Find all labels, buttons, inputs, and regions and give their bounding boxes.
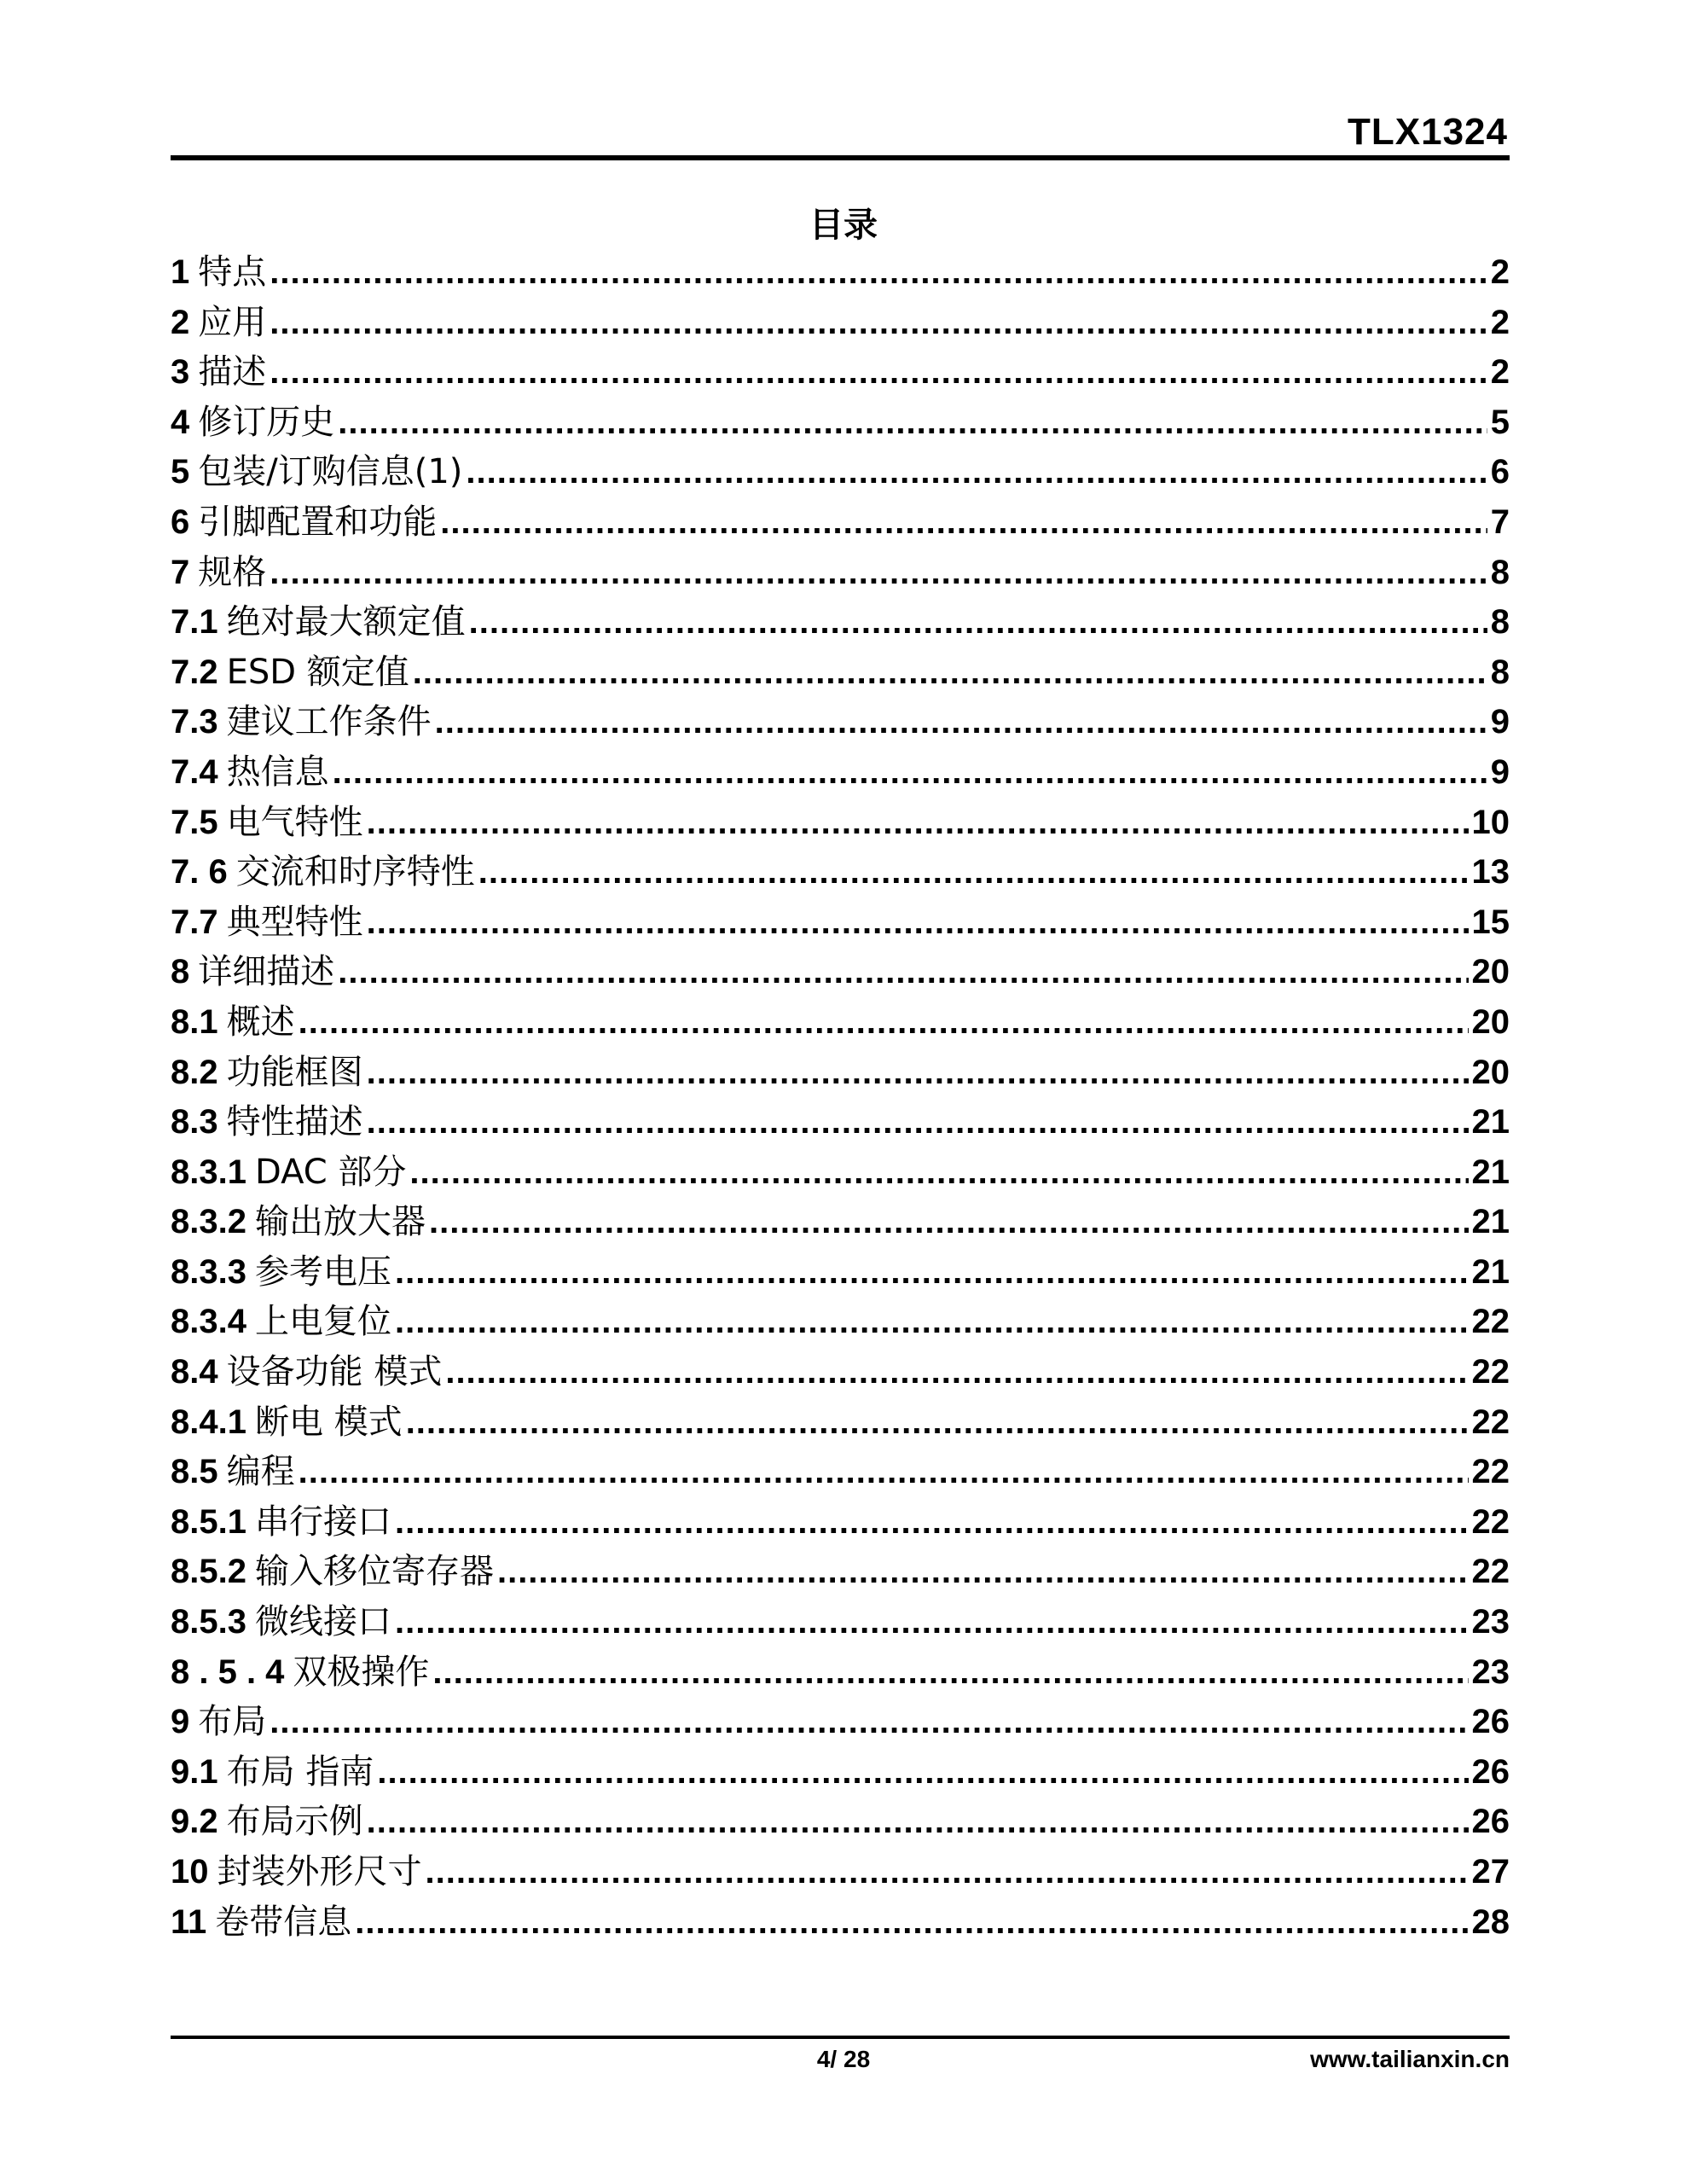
toc-entry-title: 特点 — [198, 253, 267, 292]
toc-entry-page: 22 — [1471, 1403, 1510, 1441]
toc-entry[interactable] — [171, 847, 1510, 897]
toc-entry-page: 2 — [1490, 253, 1510, 291]
toc-entry-title: 交流和时序特性 — [235, 852, 475, 892]
toc-dot-leader — [338, 398, 1487, 447]
toc-entry-number: 8.2 — [171, 1053, 218, 1091]
toc-entry[interactable] — [171, 1497, 1510, 1548]
toc-entry-title: 封装外形尺寸 — [217, 1852, 422, 1891]
toc-entry-number: 6 — [171, 502, 190, 541]
toc-entry-page: 15 — [1471, 903, 1510, 941]
toc-entry-number: 8.3.2 — [171, 1203, 246, 1241]
toc-entry-page: 22 — [1471, 1502, 1510, 1541]
toc-entry-title: 绝对最大额定值 — [226, 602, 466, 642]
toc-entry-page: 21 — [1471, 1103, 1510, 1141]
document-id: TLX1324 — [1348, 111, 1508, 153]
toc-entry[interactable] — [171, 1547, 1510, 1597]
toc-entry-title: 引脚配置和功能 — [198, 502, 438, 542]
toc-entry[interactable] — [171, 1447, 1510, 1497]
toc-entry-title: 电气特性 — [226, 802, 363, 842]
toc-dot-leader — [395, 1497, 1469, 1547]
toc-entry-title: 热信息 — [226, 752, 329, 792]
toc-dot-leader — [299, 1447, 1469, 1496]
toc-entry-page: 13 — [1471, 853, 1510, 892]
toc-entry-title: 详细描述 — [198, 952, 335, 992]
toc-entry-number: 8.4.1 — [171, 1403, 246, 1441]
toc-entry-number: 9 — [171, 1703, 190, 1741]
toc-dot-leader — [445, 1347, 1468, 1397]
footer-divider — [171, 2036, 1510, 2039]
toc-entry-number: 7.4 — [171, 752, 218, 791]
toc-entry-page: 20 — [1471, 1053, 1510, 1091]
toc-dot-leader — [367, 1097, 1469, 1147]
toc-entry[interactable] — [171, 1197, 1510, 1247]
toc-entry-page: 22 — [1471, 1453, 1510, 1491]
toc-dot-leader — [432, 1647, 1468, 1697]
toc-entry-title: 修订历史 — [198, 402, 335, 442]
toc-entry-page: 21 — [1471, 1203, 1510, 1241]
toc-dot-leader — [367, 1048, 1469, 1097]
toc-entry-title: 布局 — [198, 1702, 267, 1742]
toc-entry[interactable] — [171, 798, 1510, 848]
toc-entry-page: 8 — [1490, 553, 1510, 591]
toc-entry-title: 双极操作 — [293, 1652, 430, 1692]
toc-dot-leader — [299, 997, 1469, 1047]
toc-entry-number: 8.3.3 — [171, 1252, 246, 1291]
toc-entry-number: 1 — [171, 253, 190, 291]
toc-entry-number: 8.1 — [171, 1002, 218, 1041]
toc-entry[interactable] — [171, 1647, 1510, 1698]
toc-entry[interactable] — [171, 548, 1510, 598]
toc-entry-page: 23 — [1471, 1653, 1510, 1691]
toc-dot-leader — [333, 747, 1487, 797]
toc-entry-title: 特性描述 — [226, 1102, 363, 1142]
toc-entry[interactable] — [171, 947, 1510, 997]
toc-entry-title: 微线接口 — [254, 1602, 391, 1642]
toc-entry-title: 建议工作条件 — [226, 702, 432, 742]
toc-entry-page: 2 — [1490, 303, 1510, 341]
toc-entry[interactable] — [171, 247, 1510, 298]
toc-entry-page: 22 — [1471, 1553, 1510, 1591]
table-of-contents — [171, 247, 1510, 1947]
toc-entry-number: 8.3 — [171, 1103, 218, 1141]
toc-entry[interactable] — [171, 398, 1510, 448]
toc-entry-page: 22 — [1471, 1353, 1510, 1391]
toc-dot-leader — [367, 897, 1469, 947]
toc-dot-leader — [478, 847, 1469, 897]
toc-dot-leader — [338, 947, 1468, 996]
toc-entry-title: 典型特性 — [226, 902, 363, 942]
toc-entry-title: 上电复位 — [254, 1302, 391, 1342]
toc-entry-page: 20 — [1471, 953, 1510, 991]
toc-entry-page: 10 — [1471, 803, 1510, 841]
toc-entry-number: 8 — [171, 953, 190, 991]
toc-entry[interactable] — [171, 1297, 1510, 1347]
toc-entry-page: 9 — [1490, 752, 1510, 791]
toc-entry-title: 卷带信息 — [215, 1902, 352, 1942]
toc-entry-page: 23 — [1471, 1603, 1510, 1641]
toc-entry-page: 20 — [1471, 1002, 1510, 1041]
toc-dot-leader — [270, 548, 1487, 597]
toc-entry-number: 7 — [171, 553, 190, 591]
toc-entry[interactable] — [171, 1597, 1510, 1647]
toc-dot-leader — [435, 697, 1487, 746]
toc-heading: 目录 — [809, 206, 878, 245]
toc-entry-number: 3 — [171, 353, 190, 392]
website-link[interactable]: www.tailianxin.cn — [1310, 2046, 1510, 2072]
toc-entry-number: 7. 6 — [171, 853, 228, 892]
toc-entry[interactable] — [171, 1347, 1510, 1397]
toc-entry-number: 11 — [171, 1902, 207, 1941]
toc-entry-title: 应用 — [198, 302, 267, 342]
toc-entry[interactable] — [171, 347, 1510, 398]
toc-entry[interactable] — [171, 1847, 1510, 1897]
toc-dot-leader — [395, 1247, 1469, 1297]
toc-entry-title: 布局示例 — [226, 1802, 363, 1842]
toc-entry-number: 8.5 — [171, 1453, 218, 1491]
toc-entry[interactable] — [171, 497, 1510, 548]
toc-entry-page: 8 — [1490, 653, 1510, 691]
toc-dot-leader — [367, 798, 1469, 847]
toc-entry-number: 9.2 — [171, 1803, 218, 1841]
toc-entry-title: 输出放大器 — [254, 1202, 426, 1242]
toc-entry-number: 8.5.1 — [171, 1502, 246, 1541]
toc-entry-page: 2 — [1490, 353, 1510, 392]
toc-entry[interactable] — [171, 1048, 1510, 1098]
toc-entry-number: 8.3.4 — [171, 1303, 246, 1341]
toc-entry[interactable] — [171, 1897, 1510, 1948]
toc-entry-page: 21 — [1471, 1153, 1510, 1191]
toc-entry-title: DAC 部分 — [254, 1152, 407, 1192]
toc-dot-leader — [429, 1197, 1469, 1246]
toc-entry-title: 规格 — [198, 552, 267, 592]
toc-entry[interactable] — [171, 1747, 1510, 1798]
toc-entry-page: 22 — [1471, 1303, 1510, 1341]
toc-entry[interactable] — [171, 1397, 1510, 1448]
toc-dot-leader — [377, 1747, 1468, 1797]
toc-entry-number: 10 — [171, 1853, 209, 1891]
toc-dot-leader — [367, 1797, 1469, 1846]
toc-entry-page: 6 — [1490, 453, 1510, 491]
toc-dot-leader — [466, 447, 1487, 497]
toc-dot-leader — [406, 1397, 1469, 1447]
toc-dot-leader — [395, 1297, 1469, 1346]
toc-entry-title: 描述 — [198, 352, 267, 392]
toc-entry-page: 28 — [1471, 1902, 1510, 1941]
toc-entry-page: 26 — [1471, 1803, 1510, 1841]
toc-entry-page: 8 — [1490, 603, 1510, 642]
toc-entry-page: 26 — [1471, 1703, 1510, 1741]
toc-entry-title: 编程 — [226, 1452, 295, 1492]
toc-entry[interactable] — [171, 1247, 1510, 1298]
toc-entry[interactable] — [171, 298, 1510, 348]
toc-dot-leader — [270, 347, 1487, 397]
toc-entry-title: 串行接口 — [254, 1502, 391, 1542]
toc-entry-number: 7.3 — [171, 703, 218, 741]
toc-dot-leader — [426, 1847, 1469, 1896]
toc-entry-page: 27 — [1471, 1853, 1510, 1891]
toc-entry-title: 包装/订购信息(1) — [198, 452, 463, 492]
toc-entry[interactable] — [171, 1147, 1510, 1198]
toc-entry-page: 9 — [1490, 703, 1510, 741]
toc-entry-number: 8.5.3 — [171, 1603, 246, 1641]
toc-entry-title: 设备功能 模式 — [226, 1352, 443, 1392]
toc-entry-number: 7.2 — [171, 653, 218, 691]
toc-entry-number: 4 — [171, 403, 190, 441]
toc-entry-number: 8.4 — [171, 1353, 218, 1391]
toc-dot-leader — [409, 1147, 1468, 1197]
toc-entry-title: 输入移位寄存器 — [254, 1552, 494, 1592]
toc-entry-title: 布局 指南 — [226, 1751, 374, 1792]
toc-entry-number: 9.1 — [171, 1752, 218, 1791]
toc-entry-number: 8.3.1 — [171, 1153, 246, 1191]
toc-entry-number: 7.7 — [171, 903, 218, 941]
toc-entry-page: 7 — [1490, 502, 1510, 541]
toc-entry-number: 8.5.2 — [171, 1553, 246, 1591]
toc-dot-leader — [270, 247, 1487, 297]
toc-entry-title: 参考电压 — [254, 1252, 391, 1292]
toc-entry[interactable] — [171, 447, 1510, 497]
toc-dot-leader — [440, 497, 1487, 547]
header-divider — [171, 155, 1510, 160]
toc-entry[interactable] — [171, 747, 1510, 798]
toc-entry[interactable] — [171, 1697, 1510, 1747]
page-number: 4/ 28 — [816, 2046, 871, 2072]
toc-entry-number: 2 — [171, 303, 190, 341]
toc-dot-leader — [469, 597, 1487, 647]
toc-entry-title: 概述 — [226, 1002, 295, 1042]
toc-entry[interactable] — [171, 1097, 1510, 1147]
toc-entry-number: 7.5 — [171, 803, 218, 841]
toc-entry-page: 5 — [1490, 403, 1510, 441]
toc-entry[interactable] — [171, 1797, 1510, 1847]
toc-dot-leader — [497, 1547, 1469, 1596]
toc-entry-page: 26 — [1471, 1752, 1510, 1791]
toc-entry[interactable] — [171, 697, 1510, 747]
toc-entry-number: 7.1 — [171, 603, 218, 642]
toc-dot-leader — [270, 298, 1487, 347]
toc-entry-number: 8 . 5 . 4 — [171, 1653, 285, 1691]
toc-entry[interactable] — [171, 648, 1510, 698]
toc-dot-leader — [355, 1897, 1468, 1947]
toc-entry-page: 21 — [1471, 1252, 1510, 1291]
toc-dot-leader — [413, 648, 1487, 697]
toc-entry[interactable] — [171, 597, 1510, 648]
toc-entry[interactable] — [171, 997, 1510, 1048]
toc-dot-leader — [270, 1697, 1468, 1746]
toc-entry-title: ESD 额定值 — [226, 652, 409, 692]
toc-dot-leader — [395, 1597, 1469, 1647]
toc-entry-title: 功能框图 — [226, 1052, 363, 1092]
toc-entry-number: 5 — [171, 453, 190, 491]
toc-entry[interactable] — [171, 897, 1510, 948]
toc-entry-title: 断电 模式 — [254, 1402, 403, 1442]
